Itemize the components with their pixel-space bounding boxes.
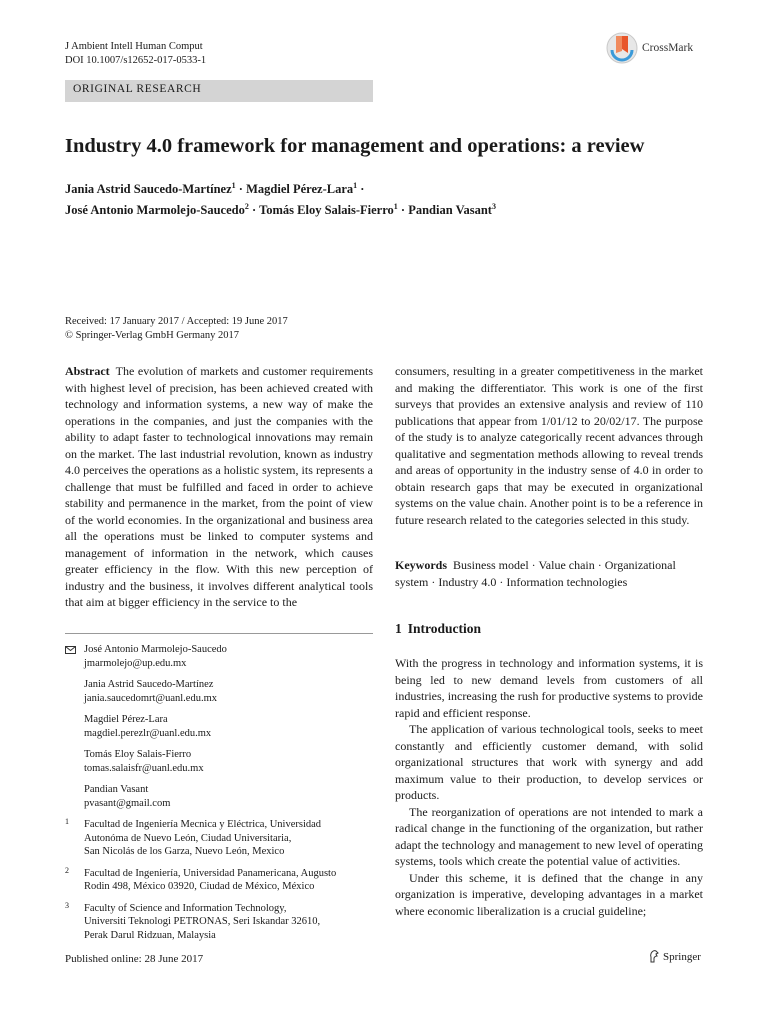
author-name[interactable]: Tomás Eloy Salais-Fierro bbox=[259, 203, 394, 218]
affiliation-line: Perak Darul Ridzuan, Malaysia bbox=[84, 929, 216, 941]
keywords bbox=[395, 557, 703, 590]
crossmark-icon bbox=[606, 30, 638, 66]
author-name[interactable]: Pandian Vasant bbox=[408, 203, 492, 218]
intro-paragraph: The reorganization of operations are not intended to mark a radical change in the functioning of the organization, but rather adapt the technology and management to new level of operating systems, tools which create the potential value of activities. bbox=[395, 804, 703, 868]
author-name[interactable]: José Antonio Marmolejo-Saucedo bbox=[65, 203, 245, 218]
affiliation-line: Faculty of Science and Information Technology, bbox=[84, 902, 287, 914]
affiliation-number: 3 bbox=[65, 900, 69, 910]
affiliation-entry bbox=[65, 902, 373, 943]
abstract-right: consumers, resulting in a greater competitiveness in the market and making the differentiator. This work is one of the first surveys that provides an extensive analysis and review of 110 publications that appear from 1/01/12 to 20/02/17. The purpose of the study is to analyze categorically recent advances through qualitative and segmentation methods allowing to reveal trends and areas of opportunity in the industry sense of 4.0 in order to obtain research gaps that may be executed in organizational systems on the value chain. Another point is to be a reference in future research related to the categories selected in this study. bbox=[395, 364, 703, 527]
contact-name: Pandian Vasant bbox=[84, 784, 149, 795]
received-accepted-dates: Received: 17 January 2017 / Accepted: 19 June 2017 bbox=[65, 316, 288, 327]
contact-entry bbox=[65, 713, 373, 740]
abstract-text-part-1: The evolution of markets and customer requirements with highest level of precision, has been achieved created with technology and information systems, a new way of make the operations in the companies, and just the companies with the ability to adapt faster to technological innovations may remain on the market. The last industrial revolution, known as industry 4.0 perceives the operations as a holistic system, its represents a challenge that must be fulfilled and faced in order to achieve stability and permanence in the market, from the point of view of the world economies. In the organizational and business area all the operations must be linked to computer systems and management of information in the network, which causes greater efficiency in the flow. With this new perception of industry and the business, it involves different analytical tools that aim at bigger efficiency in the service to the bbox=[65, 364, 373, 609]
crossmark-label: CrossMark bbox=[642, 42, 694, 54]
author-affiliation-ref: 3 bbox=[491, 202, 496, 212]
affiliation-entry bbox=[65, 818, 373, 859]
intro-paragraph: With the progress in technology and information systems, it is being led to new demand levels from customers of all industries, increasing the rush for productive systems to provide rapid and efficient response. bbox=[395, 656, 703, 720]
contact-email[interactable]: pvasant@gmail.com bbox=[84, 797, 171, 809]
publisher-name: Springer bbox=[663, 950, 701, 963]
contact-email[interactable]: magdiel.perezlr@uanl.edu.mx bbox=[84, 727, 212, 739]
section-number: 1 bbox=[395, 621, 402, 636]
author-name[interactable]: Jania Astrid Saucedo-Martínez bbox=[65, 182, 232, 197]
article-category-band bbox=[65, 80, 373, 102]
author-separator: · bbox=[248, 203, 260, 218]
springer-horse-icon bbox=[648, 950, 660, 963]
crossmark-badge[interactable] bbox=[606, 28, 726, 68]
contact-entry bbox=[65, 748, 373, 775]
envelope-icon bbox=[65, 646, 76, 654]
keywords-label: Keywords bbox=[395, 558, 447, 572]
article-dates bbox=[65, 315, 288, 343]
author-separator: · bbox=[235, 182, 247, 197]
introduction-text bbox=[395, 655, 703, 919]
author-separator: · bbox=[397, 203, 409, 218]
article-title: Industry 4.0 framework for management and operations: a review bbox=[65, 135, 645, 157]
publisher-logo bbox=[648, 950, 701, 963]
abstract-left bbox=[65, 363, 373, 611]
author-affiliation-ref: 1 bbox=[353, 181, 358, 190]
section-heading bbox=[395, 621, 481, 637]
contact-email[interactable]: jania.saucedomrt@uanl.edu.mx bbox=[84, 692, 218, 704]
contact-email[interactable]: tomas.salaisfr@uanl.edu.mx bbox=[84, 762, 204, 774]
contact-entry bbox=[65, 678, 373, 705]
intro-paragraph: Under this scheme, it is defined that the change in any organization is imperative, developing advantages in a market where economic liberalization is a crucial guideline; bbox=[395, 870, 703, 918]
affiliation-line: Universiti Teknologi PETRONAS, Seri Iskandar 32610, bbox=[84, 916, 321, 927]
affiliations bbox=[65, 818, 373, 942]
contact-email[interactable]: jmarmolejo@up.edu.mx bbox=[84, 657, 187, 669]
contact-name: Jania Astrid Saucedo-Martínez bbox=[84, 679, 214, 690]
article-category: ORIGINAL RESEARCH bbox=[73, 83, 202, 95]
affiliation-number: 2 bbox=[65, 865, 69, 875]
contact-entry bbox=[65, 783, 373, 810]
affiliation-line: Facultad de Ingeniería Mecnica y Eléctrica, Universidad bbox=[84, 819, 322, 830]
author-affiliation-ref: 1 bbox=[393, 202, 398, 212]
doi[interactable]: DOI 10.1007/s12652-017-0533-1 bbox=[65, 55, 207, 66]
affiliation-line: San Nicolás de los Garza, Nuevo León, Mexico bbox=[84, 846, 285, 857]
affiliation-line: Rodin 498, México 03920, Ciudad de México, México bbox=[84, 881, 315, 892]
keywords-text: Business model · Value chain · Organizational system · Industry 4.0 · Information technologies bbox=[395, 558, 676, 589]
author-separator: · bbox=[357, 182, 365, 197]
affiliation-entry bbox=[65, 867, 373, 894]
author-list bbox=[65, 177, 725, 219]
section-title: Introduction bbox=[407, 621, 482, 636]
contact-name: Magdiel Pérez-Lara bbox=[84, 714, 168, 725]
author-line-1 bbox=[65, 177, 725, 198]
affiliation-number: 1 bbox=[65, 817, 69, 826]
journal-header bbox=[65, 40, 206, 68]
author-contacts bbox=[65, 643, 373, 950]
intro-paragraph: The application of various technological tools, seeks to meet constantly and efficiently customer demand, with solid organizational structures that work with synergy and add maximum value to their production, to develop services or products. bbox=[395, 722, 703, 802]
affiliation-line: Autonóma de Nuevo León, Ciudad Universitaria, bbox=[84, 832, 292, 844]
published-online-date: Published online: 28 June 2017 bbox=[65, 953, 204, 965]
contact-name: José Antonio Marmolejo-Saucedo bbox=[84, 644, 227, 655]
contact-entry bbox=[65, 643, 373, 670]
author-name[interactable]: Magdiel Pérez-Lara bbox=[246, 182, 354, 197]
author-line-2 bbox=[65, 198, 725, 219]
affiliation-line: Facultad de Ingeniería, Universidad Panamericana, Augusto bbox=[84, 867, 337, 879]
copyright-notice: © Springer-Verlag GmbH Germany 2017 bbox=[65, 330, 239, 341]
author-affiliation-ref: 2 bbox=[244, 202, 249, 212]
footnote-divider bbox=[65, 633, 373, 634]
author-affiliation-ref: 1 bbox=[231, 181, 236, 190]
journal-name: J Ambient Intell Human Comput bbox=[65, 41, 203, 52]
abstract-label: Abstract bbox=[65, 364, 110, 378]
contact-name: Tomás Eloy Salais-Fierro bbox=[84, 749, 192, 760]
